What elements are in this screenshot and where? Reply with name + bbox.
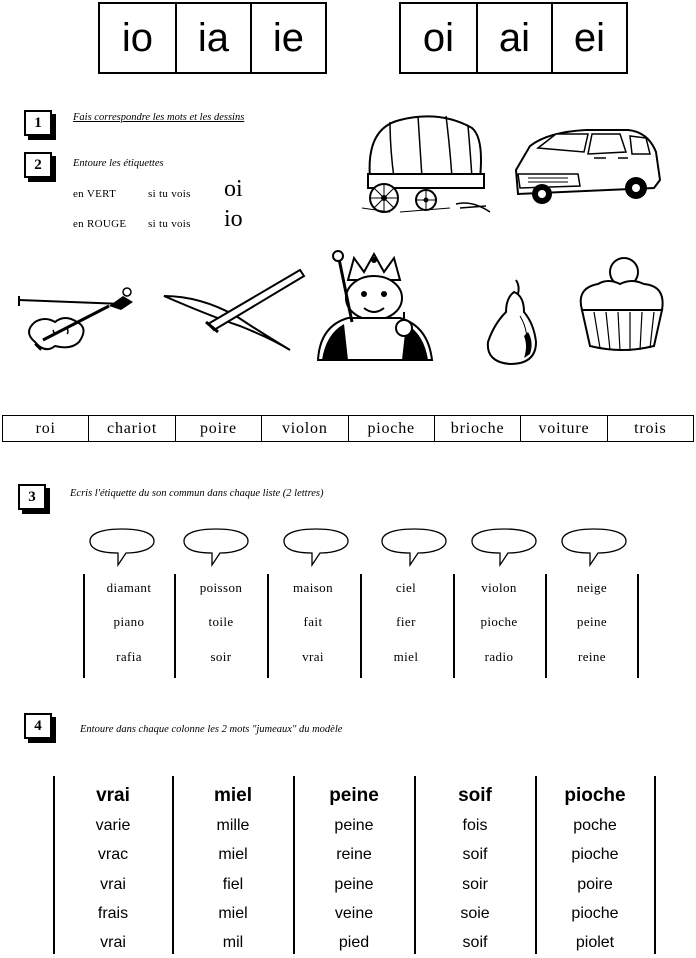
green-rule-color: en VERT: [73, 188, 117, 200]
list-word: rafia: [116, 649, 142, 664]
column-separator: [654, 776, 656, 954]
exercise-1-number: 1: [24, 110, 52, 136]
word-label[interactable]: chariot: [88, 416, 174, 441]
word-list-4: [361, 580, 451, 665]
answer-bubble-5[interactable]: [470, 527, 538, 567]
candidate-word[interactable]: varie: [95, 817, 131, 834]
candidate-word[interactable]: reine: [336, 846, 372, 864]
list-word: poisson: [199, 580, 243, 595]
candidate-word[interactable]: pioche: [571, 904, 619, 922]
list-word: diamant: [106, 580, 152, 595]
exercise-3-number: 3: [18, 484, 46, 510]
list-word: miel: [393, 649, 419, 664]
model-word: pioche: [564, 785, 626, 806]
list-word: fait: [303, 614, 323, 629]
red-rule-sound: io: [224, 206, 243, 232]
list-word: vrai: [302, 649, 324, 664]
covered-wagon-picture[interactable]: [360, 108, 495, 216]
exercise-1-instruction: Fais correspondre les mots et les dessins: [73, 112, 245, 123]
word-label[interactable]: violon: [261, 416, 347, 441]
sound-cell: ei: [551, 4, 626, 72]
candidate-word[interactable]: frais: [97, 904, 129, 922]
exercise-4-instruction: Entoure dans chaque colonne les 2 mots "jumeaux" du modèle: [80, 724, 343, 735]
list-separator: [637, 574, 639, 678]
green-rule-sound: oi: [224, 176, 243, 202]
candidate-word[interactable]: miel: [218, 904, 248, 922]
word-list-2: [176, 580, 266, 665]
candidate-word[interactable]: pied: [338, 934, 370, 952]
sound-box-group-1: [98, 2, 327, 74]
candidate-word[interactable]: vrai: [100, 875, 126, 893]
candidate-word[interactable]: soie: [460, 904, 490, 922]
model-word: miel: [213, 785, 253, 806]
candidate-word[interactable]: soir: [462, 875, 488, 893]
answer-bubble-3[interactable]: [282, 527, 350, 567]
candidate-word[interactable]: soif: [462, 934, 488, 952]
sound-cell: ai: [476, 4, 551, 72]
exercise-4-number: 4: [24, 713, 52, 739]
candidate-word[interactable]: vrac: [97, 846, 129, 864]
word-labels: [2, 415, 694, 442]
word-list-5: [454, 580, 544, 665]
candidate-word[interactable]: piolet: [575, 934, 615, 952]
king-picture[interactable]: [308, 250, 444, 362]
sound-cell: oi: [422, 15, 455, 60]
list-word: pioche: [480, 614, 518, 629]
word-label[interactable]: brioche: [434, 416, 520, 441]
candidate-word[interactable]: fiel: [222, 875, 244, 893]
twin-words-column-5: [536, 780, 654, 957]
candidate-word[interactable]: mille: [216, 817, 250, 834]
exercise-3-instruction: Ecris l'étiquette du son commun dans chaque liste (2 lettres): [70, 488, 324, 499]
red-rule-condition: si tu vois: [148, 218, 191, 230]
exercise-2-number: 2: [24, 152, 52, 178]
exercise-2-instruction: Entoure les étiquettes: [73, 158, 164, 169]
model-word: vrai: [96, 785, 130, 806]
list-word: radio: [484, 649, 514, 664]
candidate-word[interactable]: poche: [573, 817, 617, 834]
list-word: toile: [208, 614, 234, 629]
violin-picture[interactable]: [15, 284, 140, 364]
twin-words-column-2: [174, 780, 292, 957]
pickaxe-picture[interactable]: [160, 266, 306, 356]
sound-box-group-2: [399, 2, 628, 74]
brioche-picture[interactable]: [572, 254, 672, 356]
word-label[interactable]: voiture: [520, 416, 606, 441]
answer-bubble-1[interactable]: [88, 527, 156, 567]
candidate-word[interactable]: soif: [462, 846, 488, 864]
list-word: fier: [396, 614, 416, 629]
twin-words-column-1: [54, 780, 172, 957]
candidate-word[interactable]: fois: [462, 817, 488, 834]
list-word: ciel: [395, 580, 417, 595]
candidate-word[interactable]: pioche: [571, 846, 619, 864]
candidate-word[interactable]: veine: [334, 904, 374, 922]
candidate-word[interactable]: vrai: [100, 934, 126, 952]
candidate-word[interactable]: miel: [218, 846, 248, 864]
twin-words-column-3: [295, 780, 413, 957]
sound-cell: ia: [175, 4, 250, 72]
model-word: peine: [329, 785, 379, 806]
candidate-word[interactable]: peine: [334, 817, 374, 834]
word-label[interactable]: pioche: [348, 416, 434, 441]
word-label[interactable]: roi: [35, 419, 56, 437]
list-word: neige: [576, 580, 608, 595]
list-word: violon: [481, 580, 517, 595]
red-rule-color: en ROUGE: [73, 218, 127, 230]
word-label[interactable]: poire: [175, 416, 261, 441]
candidate-word[interactable]: peine: [334, 875, 374, 893]
car-picture[interactable]: [508, 122, 668, 210]
list-word: soir: [210, 649, 232, 664]
green-rule-condition: si tu vois: [148, 188, 191, 200]
sound-cell: io: [121, 15, 154, 60]
list-word: reine: [578, 649, 606, 664]
sound-cell: ie: [250, 4, 325, 72]
word-list-3: [268, 580, 358, 665]
pear-picture[interactable]: [480, 276, 542, 368]
list-word: piano: [113, 614, 145, 629]
answer-bubble-6[interactable]: [560, 527, 628, 567]
candidate-word[interactable]: poire: [577, 875, 613, 893]
word-label[interactable]: trois: [607, 416, 693, 441]
model-word: soif: [458, 785, 492, 806]
twin-words-column-4: [416, 780, 534, 957]
answer-bubble-4[interactable]: [380, 527, 448, 567]
word-list-1: [84, 580, 174, 665]
word-list-6: [547, 580, 637, 665]
list-word: peine: [576, 614, 608, 629]
list-word: maison: [293, 580, 333, 595]
candidate-word[interactable]: mil: [222, 934, 244, 952]
answer-bubble-2[interactable]: [182, 527, 250, 567]
